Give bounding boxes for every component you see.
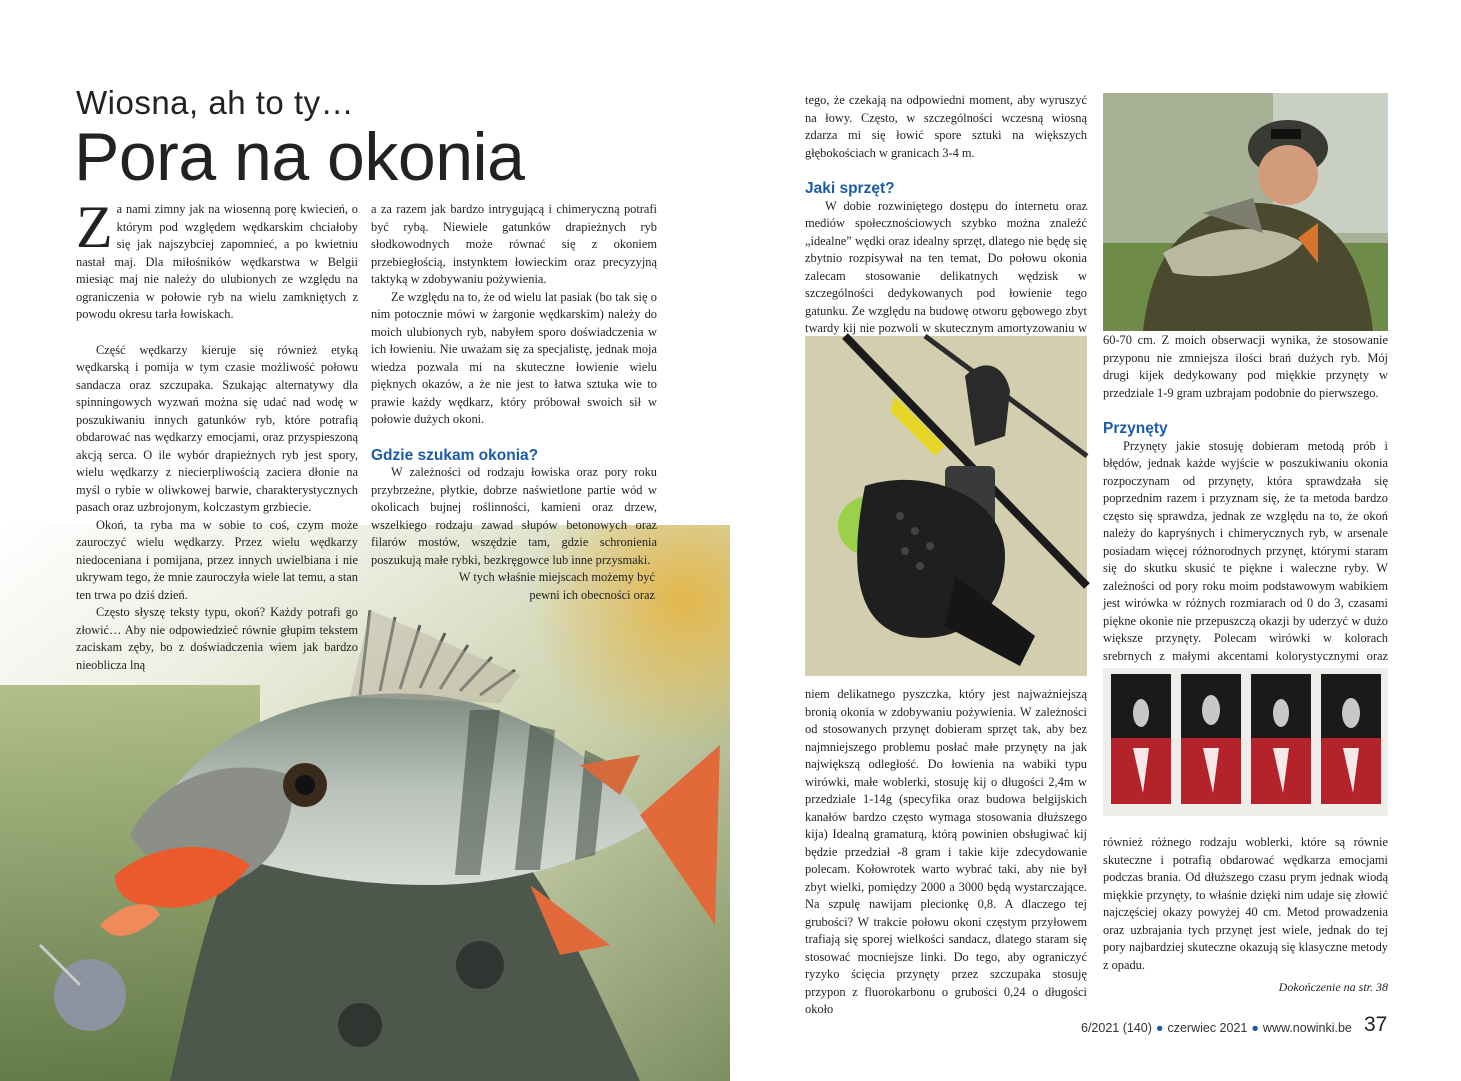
- paragraph: Przynęty jakie stosuję dobieram metodą prób i błędów, jednak każde wyjście w poszukiwaniu okonia rozpoczynam od przynęty, która sprawdzała się poprzednim razem i przyznam się, że ta metoda bardzo często się sprawdza, jednak ze względu na to, że okoń należy do kapryśnych i chimerycznych ryb, w arsenale posiadam więcej różnorodnych przynęt, którymi staram się do skutku skusić te piękne i waleczne ryby. W zależności od pory roku moim podstawowym wabikiem jest wirówka w różnych rozmiarach od 0 do 3, czasami piękne okonie nie przepuszczą okazji by uderzyć w dużo większe przynęty. Polecam wirówki w kolorach srebrnych z małymi akcentami kolorystycznymi oraz: [1103, 438, 1388, 663]
- paragraph: W zależności od rodzaju łowiska oraz pory roku przybrzeżne, płytkie, dobrze naświetlone partie wód w okolicach bujnej roślinności, kamieni oraz drzew, wszelkiego rodzaju zawad słupów betonowych oraz filarów mostów, wszędzie tam, gdzie schronienia poszukują małe rybki, bezkręgowce lub inne przysmaki.: [371, 465, 657, 567]
- article-title: Pora na okonia: [74, 119, 525, 195]
- text-column-4-bottom: [1103, 834, 1388, 997]
- paragraph: niem delikatnego pyszczka, który jest najważniejszą bronią okonia w zdobywaniu pożywienia. W zależności od stosowanych przynęt dobieram sprzęt tak, aby bez najmniejszego problemu posłać małe przynęty na jak największą odległość. Do łowienia na wabiki typu wirówki, małe woblerki, stosuję kij o długości 2,4m w przedziale 1-14g (specyfika oraz budowa belgijskich kanałów bardzo często wymaga stosowania dłuższego kija) Idealną gramaturą, którą powinien obsługiwać kij będzie przedział -8 gram i takie kije zdecydowanie polecam. Kołowrotek warto wybrać taki, aby nie był zbyt wielki, pomiędzy 2000 a 3000 będą wystarczające. Na szpulę nawijam plecionkę 0,8. A dlaczego tej grubości? W trakcie połowu okoni częstym przyłowem trafiają się sporej wielkości sandacz, dlatego staram się stosować mocniejsze linki. Do tego, aby ograniczyć ryzyko ścięcia przynęty przez szczupaka stosuję przypon z fluorokarbonu o grubości 0,24 o długości około: [805, 687, 1087, 1016]
- paragraph: Okoń, ta ryba ma w sobie to coś, czym może zauroczyć wielu wędkarzy. Przez wielu wędkarzy niedoceniana i pomijana, przez innych uwielbiana i nie ukrywam tego, że mnie zauroczyła wiele lat temu, a stan ten trwa po dziś dzień.: [76, 517, 358, 602]
- section-heading: Jaki sprzęt?: [805, 180, 895, 197]
- paragraph: a nami zimny jak na wiosenną porę kwiecień, o którym pod względem wędkarskim chciałoby się jak najszybciej zapomnieć, a po kwietniu nastał maj. Dla miłośników wędkarstwa w Belgii miesiąc maj nie należy do ulubionych ze względu na ograniczenia w połowie ryb na wielu zamkniętych z powodu okresu tarła łowiskach.: [76, 202, 358, 321]
- paragraph: W dobie rozwiniętego dostępu do internetu oraz mediów społecznościowych szybko można znaleźć „idealne” wędki oraz idealny sprzęt, dlatego nie będę się zbytnio rozpisywał na ten temat, Do połowu okonia zalecam stosowanie delikatnych wędzisk w szczególności dedykowanych pod łowienie tego gatunku. Ze względu na budowę otworu gębowego zbyt twardy kij nie pozwoli w skutecznym amortyzowaniu w: [805, 198, 1087, 335]
- section-heading: Gdzie szukam okonia?: [371, 446, 539, 464]
- continued-note: Dokończenie na str. 38: [1278, 980, 1388, 994]
- text-column-2: [371, 201, 657, 604]
- paragraph: W tych właśnie miejscach możemy być: [458, 570, 655, 584]
- paragraph: Część wędkarzy kieruje się również etyką wędkarską i pomija w tym czasie możliwość połowu sandacza oraz szczupaka. Szukając alternatywy dla spinningowych wyzwań można się udać nad wodę w poszukiwaniu innych gatunków ryb, które potrafią obdarować nas wędkarzy emocjami, oraz przyspieszoną akcją serca. O ile wybór drapieżnych ryb jest spory, wielu wędkarzy z niecierpliwością zaciera dłonie na myśl o rybie w oliwkowej barwie, charakterystycznych pasach oraz uzbrojonym, kolczastym grzbiecie.: [76, 342, 358, 514]
- rod-reel-photo: [805, 336, 1087, 676]
- issue-number: 6/2021 (140): [1081, 1021, 1152, 1035]
- section-heading: Przynęty: [1103, 420, 1168, 437]
- bullet-icon: ●: [1155, 1021, 1164, 1035]
- paragraph: tego, że czekają na odpowiedni moment, aby wyruszyć na łowy. Często, w szczególności wczesną wiosną zdarza mi się łowić spore sztuki na większych głębokościach w granicach 3-4 m.: [805, 93, 1087, 160]
- website-link[interactable]: www.nowinki.be: [1262, 1021, 1352, 1035]
- paragraph: Ze względu na to, że od wielu lat pasiak (bo tak się o nim potocznie mówi w żargonie wędkarskim) należy do moich ulubionych ryb, nabyłem sporo doświadczenia w ich łowieniu. Nie uważam się za specjalistę, jednak moja wiedza pozwala mi na skuteczne łowienie wielu pięknych okazów, a że nie jest to łatwa sztuka wie to prawie każdy wędkarz, który próbował swoich sił w połowie dużych okoni.: [371, 289, 657, 426]
- page-footer: [1081, 1021, 1352, 1035]
- angler-photo: [1103, 93, 1388, 331]
- article-kicker: Wiosna, ah to ty…: [76, 84, 355, 121]
- paragraph: pewni ich obecności oraz: [529, 587, 655, 602]
- text-column-3-top: [805, 92, 1087, 338]
- text-column-4: [1103, 332, 1388, 683]
- drop-cap: Z: [76, 194, 113, 260]
- paragraph: a za razem jak bardzo intrygującą i chimeryczną potrafi być rybą. Niewiele gatunków drapieżnych ryb słodkowodnych może równać się z okoniem przebiegłością, instynktem łowieckim oraz precyzyjną taktyką w zdobywaniu pożywienia.: [371, 202, 657, 286]
- text-column-3-bottom: [805, 686, 1087, 1019]
- text-column-1: [76, 194, 358, 674]
- paragraph: 60-70 cm. Z moich obserwacji wynika, że stosowanie przyponu nie zmniejsza ilości brań dużych ryb. Mój drugi kijek dedykowany pod miękkie przynęty w przedziale 1-9 gram uzbrajam podobnie do pierwszego.: [1103, 333, 1388, 400]
- paragraph: również różnego rodzaju woblerki, które są równie skuteczne i potrafią obdarować wędkarza emocjami podczas brania. Od dłuższego czasu prym jednak wiodą miękkie przynęty, to właśnie dzięki nim udaje się złowić najczęściej okazy powyżej 40 cm. Metod prowadzenia oraz uzbrajania tych przynęt jest wiele, jednak do tej pory najbardziej skuteczne okazują się klasyczne metody z opadu.: [1103, 835, 1388, 972]
- lures-photo: [1103, 668, 1388, 816]
- paragraph: Często słyszę teksty typu, okoń? Każdy potrafi go złowić… Aby nie odpowiedzieć równie głupim tekstem zaciskam zęby, bo z doświadczenia wiem jak bardzo nieoblicza lną: [76, 605, 358, 672]
- issue-month: czerwiec 2021: [1167, 1021, 1248, 1035]
- bullet-icon: ●: [1251, 1021, 1259, 1035]
- page-number: 37: [1364, 1013, 1388, 1036]
